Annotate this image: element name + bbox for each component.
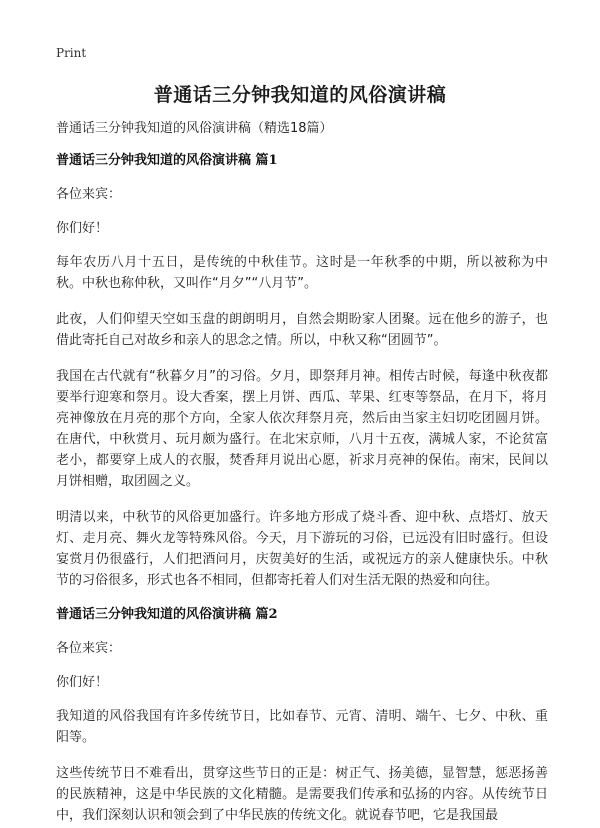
paragraph: 你们好！ xyxy=(56,675,109,690)
document-subtitle: 普通话三分钟我知道的风俗演讲稿（精选18篇） xyxy=(56,121,333,136)
paragraph: 各位来宾： xyxy=(56,187,122,202)
paragraph: 此夜，人们仰望天空如玉盘的朗朗明月，自然会期盼家人团聚。远在他乡的游子，也借此寄托自己对故乡和亲人的思念之情。所以，中秋又称“团圆节”。 xyxy=(56,312,548,348)
page-title: 普通话三分钟我知道的风俗演讲稿 xyxy=(153,84,447,106)
paragraph: 你们好！ xyxy=(56,221,109,236)
print-label: Print xyxy=(56,46,87,60)
paragraph: 我国在古代就有“秋暮夕月”的习俗。夕月，即祭拜月神。相传古时候，每逢中秋夜都要举行迎寒和祭月。设大香案，摆上月饼、西瓜、苹果、红枣等祭品，在月下，将月亮神像放在月亮的那个方向，全家人依次拜祭月亮，然后由当家主妇切吃团圆月饼。在唐代，中秋赏月、玩月颇为盛行。在北宋京师，八月十五夜，满城人家，不论贫富老小，都要穿上成人的衣服，焚香拜月说出心愿，祈求月亮神的保佑。南宋，民间以月饼相赠，取团圆之义。 xyxy=(56,369,548,489)
paragraph: 我知道的风俗我国有许多传统节日，比如春节、元宵、清明、端午、七夕、中秋、重阳等。 xyxy=(56,709,548,745)
paragraph: 明清以来，中秋节的风俗更加盛行。许多地方形成了烧斗香、迎中秋、点塔灯、放天灯、走月亮、舞火龙等特殊风俗。今天，月下游玩的习俗，已远没有旧时盛行。但设宴赏月仍很盛行，人们把酒问月，庆贺美好的生活，或祝远方的亲人健康快乐。中秋节的习俗很多，形式也各不相同，但都寄托着人们对生活无限的热爱和向往。 xyxy=(56,510,548,588)
paragraph: 各位来宾： xyxy=(56,641,122,656)
paragraph: 这些传统节日不难看出，贯穿这些节日的正是：树正气、扬美德，显智慧，惩恶扬善的民族精神，这是中华民族的文化精髓。是需要我们传承和弘扬的内容。从传统节日中，我们深刻认识和领会到了中华民族的传统文化。就说春节吧，它是我国最 xyxy=(56,766,548,823)
section-heading-1: 普通话三分钟我知道的风俗演讲稿 篇1 xyxy=(56,153,278,168)
section-heading-2: 普通话三分钟我知道的风俗演讲稿 篇2 xyxy=(56,607,278,622)
document-body xyxy=(56,120,548,828)
paragraph: 每年农历八月十五日，是传统的中秋佳节。这时是一年秋季的中期，所以被称为中秋。中秋也称仲秋，又叫作“月夕”“八月节”。 xyxy=(56,255,548,291)
